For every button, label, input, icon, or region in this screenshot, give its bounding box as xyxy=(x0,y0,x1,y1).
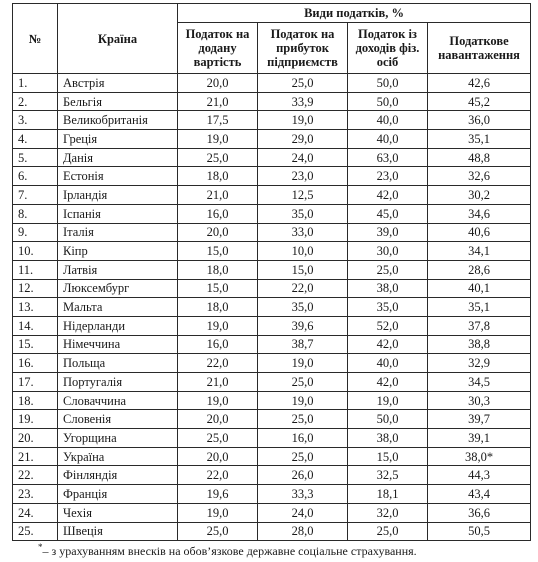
cell-vat: 20,0 xyxy=(178,447,258,466)
cell-income-tax: 32,0 xyxy=(348,503,428,522)
cell-tax-burden: 48,8 xyxy=(428,148,531,167)
cell-vat: 21,0 xyxy=(178,92,258,111)
cell-profit-tax: 22,0 xyxy=(258,279,348,298)
cell-profit-tax: 10,0 xyxy=(258,242,348,261)
table-row xyxy=(13,447,531,466)
table-row xyxy=(13,223,531,242)
cell-country: Італія xyxy=(58,223,178,242)
table-row xyxy=(13,485,531,504)
table-row xyxy=(13,74,531,93)
cell-tax-burden: 34,5 xyxy=(428,373,531,392)
table-row xyxy=(13,260,531,279)
footnote xyxy=(38,542,417,559)
header-tax-burden: Податкове навантаження xyxy=(428,23,531,74)
cell-country: Словаччина xyxy=(58,391,178,410)
table-row xyxy=(13,298,531,317)
table-row xyxy=(13,111,531,130)
cell-vat: 20,0 xyxy=(178,223,258,242)
cell-no: 18. xyxy=(13,391,58,410)
header-country: Країна xyxy=(58,4,178,74)
cell-income-tax: 25,0 xyxy=(348,522,428,541)
cell-country: Кіпр xyxy=(58,242,178,261)
cell-tax-burden: 42,6 xyxy=(428,74,531,93)
cell-profit-tax: 19,0 xyxy=(258,111,348,130)
cell-country: Словенія xyxy=(58,410,178,429)
cell-country: Німеччина xyxy=(58,335,178,354)
cell-no: 6. xyxy=(13,167,58,186)
cell-profit-tax: 25,0 xyxy=(258,410,348,429)
header-vat: Податок на додану вартість xyxy=(178,23,258,74)
cell-vat: 18,0 xyxy=(178,260,258,279)
cell-income-tax: 18,1 xyxy=(348,485,428,504)
table-row xyxy=(13,130,531,149)
cell-income-tax: 40,0 xyxy=(348,354,428,373)
cell-profit-tax: 19,0 xyxy=(258,354,348,373)
cell-country: Австрія xyxy=(58,74,178,93)
cell-tax-burden: 38,8 xyxy=(428,335,531,354)
cell-tax-burden: 34,1 xyxy=(428,242,531,261)
cell-no: 11. xyxy=(13,260,58,279)
cell-tax-burden: 35,1 xyxy=(428,130,531,149)
cell-tax-burden: 50,5 xyxy=(428,522,531,541)
cell-tax-burden: 43,4 xyxy=(428,485,531,504)
cell-country: Мальта xyxy=(58,298,178,317)
table-row xyxy=(13,522,531,541)
cell-country: Чехія xyxy=(58,503,178,522)
table-row xyxy=(13,204,531,223)
cell-country: Великобританія xyxy=(58,111,178,130)
cell-vat: 15,0 xyxy=(178,242,258,261)
cell-income-tax: 50,0 xyxy=(348,92,428,111)
cell-income-tax: 15,0 xyxy=(348,447,428,466)
cell-tax-burden: 40,1 xyxy=(428,279,531,298)
cell-income-tax: 38,0 xyxy=(348,429,428,448)
cell-income-tax: 25,0 xyxy=(348,260,428,279)
table-row xyxy=(13,335,531,354)
cell-country: Ірландія xyxy=(58,186,178,205)
cell-no: 13. xyxy=(13,298,58,317)
cell-income-tax: 40,0 xyxy=(348,111,428,130)
cell-vat: 19,6 xyxy=(178,485,258,504)
cell-profit-tax: 39,6 xyxy=(258,316,348,335)
cell-vat: 19,0 xyxy=(178,316,258,335)
cell-profit-tax: 38,7 xyxy=(258,335,348,354)
cell-vat: 25,0 xyxy=(178,148,258,167)
cell-vat: 19,0 xyxy=(178,503,258,522)
header-income-tax: Податок із доходів фіз. осіб xyxy=(348,23,428,74)
cell-tax-burden: 36,0 xyxy=(428,111,531,130)
cell-tax-burden: 35,1 xyxy=(428,298,531,317)
cell-no: 2. xyxy=(13,92,58,111)
table-row xyxy=(13,391,531,410)
cell-no: 7. xyxy=(13,186,58,205)
header-tax-types: Види податків, % xyxy=(178,4,531,23)
cell-vat: 20,0 xyxy=(178,410,258,429)
cell-profit-tax: 28,0 xyxy=(258,522,348,541)
cell-profit-tax: 25,0 xyxy=(258,373,348,392)
cell-profit-tax: 33,3 xyxy=(258,485,348,504)
cell-vat: 25,0 xyxy=(178,522,258,541)
table-row xyxy=(13,167,531,186)
cell-no: 16. xyxy=(13,354,58,373)
table-row xyxy=(13,92,531,111)
tax-table xyxy=(12,3,531,541)
cell-profit-tax: 35,0 xyxy=(258,298,348,317)
cell-profit-tax: 25,0 xyxy=(258,74,348,93)
cell-profit-tax: 24,0 xyxy=(258,503,348,522)
cell-income-tax: 42,0 xyxy=(348,186,428,205)
cell-country: Франція xyxy=(58,485,178,504)
cell-country: Угорщина xyxy=(58,429,178,448)
table-row xyxy=(13,410,531,429)
cell-country: Нідерланди xyxy=(58,316,178,335)
cell-vat: 15,0 xyxy=(178,279,258,298)
cell-income-tax: 19,0 xyxy=(348,391,428,410)
cell-profit-tax: 33,0 xyxy=(258,223,348,242)
header-profit-tax: Податок на прибуток підприємств xyxy=(258,23,348,74)
cell-country: Україна xyxy=(58,447,178,466)
cell-no: 15. xyxy=(13,335,58,354)
cell-country: Греція xyxy=(58,130,178,149)
cell-no: 24. xyxy=(13,503,58,522)
cell-tax-burden: 36,6 xyxy=(428,503,531,522)
cell-profit-tax: 15,0 xyxy=(258,260,348,279)
cell-vat: 21,0 xyxy=(178,186,258,205)
table-row xyxy=(13,148,531,167)
cell-tax-burden: 30,3 xyxy=(428,391,531,410)
cell-income-tax: 42,0 xyxy=(348,373,428,392)
cell-income-tax: 50,0 xyxy=(348,74,428,93)
cell-no: 8. xyxy=(13,204,58,223)
cell-tax-burden: 34,6 xyxy=(428,204,531,223)
cell-profit-tax: 23,0 xyxy=(258,167,348,186)
cell-vat: 18,0 xyxy=(178,298,258,317)
header-no: № xyxy=(13,4,58,74)
cell-income-tax: 63,0 xyxy=(348,148,428,167)
cell-income-tax: 50,0 xyxy=(348,410,428,429)
cell-vat: 25,0 xyxy=(178,429,258,448)
table-row xyxy=(13,503,531,522)
cell-no: 19. xyxy=(13,410,58,429)
cell-income-tax: 40,0 xyxy=(348,130,428,149)
cell-country: Португалія xyxy=(58,373,178,392)
cell-profit-tax: 29,0 xyxy=(258,130,348,149)
cell-country: Польща xyxy=(58,354,178,373)
cell-profit-tax: 35,0 xyxy=(258,204,348,223)
cell-tax-burden: 37,8 xyxy=(428,316,531,335)
cell-tax-burden: 28,6 xyxy=(428,260,531,279)
cell-no: 14. xyxy=(13,316,58,335)
cell-vat: 22,0 xyxy=(178,466,258,485)
cell-no: 12. xyxy=(13,279,58,298)
table-row xyxy=(13,373,531,392)
cell-tax-burden: 38,0* xyxy=(428,447,531,466)
cell-income-tax: 52,0 xyxy=(348,316,428,335)
cell-country: Данія xyxy=(58,148,178,167)
table-row xyxy=(13,466,531,485)
cell-country: Люксембург xyxy=(58,279,178,298)
cell-country: Іспанія xyxy=(58,204,178,223)
cell-tax-burden: 40,6 xyxy=(428,223,531,242)
footnote-mark: * xyxy=(38,542,43,552)
table-row xyxy=(13,354,531,373)
table-row xyxy=(13,186,531,205)
cell-vat: 16,0 xyxy=(178,335,258,354)
cell-no: 17. xyxy=(13,373,58,392)
cell-vat: 20,0 xyxy=(178,74,258,93)
cell-income-tax: 32,5 xyxy=(348,466,428,485)
cell-income-tax: 23,0 xyxy=(348,167,428,186)
cell-income-tax: 39,0 xyxy=(348,223,428,242)
table-row xyxy=(13,316,531,335)
cell-profit-tax: 12,5 xyxy=(258,186,348,205)
cell-vat: 17,5 xyxy=(178,111,258,130)
tax-table-container xyxy=(12,3,530,541)
cell-profit-tax: 26,0 xyxy=(258,466,348,485)
cell-tax-burden: 32,9 xyxy=(428,354,531,373)
cell-no: 20. xyxy=(13,429,58,448)
cell-no: 25. xyxy=(13,522,58,541)
cell-no: 21. xyxy=(13,447,58,466)
cell-profit-tax: 33,9 xyxy=(258,92,348,111)
cell-vat: 19,0 xyxy=(178,130,258,149)
cell-no: 5. xyxy=(13,148,58,167)
cell-no: 22. xyxy=(13,466,58,485)
cell-profit-tax: 16,0 xyxy=(258,429,348,448)
cell-no: 3. xyxy=(13,111,58,130)
cell-no: 1. xyxy=(13,74,58,93)
cell-country: Швеція xyxy=(58,522,178,541)
cell-income-tax: 35,0 xyxy=(348,298,428,317)
cell-vat: 19,0 xyxy=(178,391,258,410)
cell-income-tax: 45,0 xyxy=(348,204,428,223)
footnote-text: – з урахуванням внесків на обов’язкове державне соціальне страхування. xyxy=(42,544,417,558)
cell-country: Естонія xyxy=(58,167,178,186)
cell-profit-tax: 24,0 xyxy=(258,148,348,167)
cell-tax-burden: 32,6 xyxy=(428,167,531,186)
table-row xyxy=(13,242,531,261)
cell-income-tax: 42,0 xyxy=(348,335,428,354)
cell-tax-burden: 39,1 xyxy=(428,429,531,448)
table-body xyxy=(13,74,531,541)
cell-vat: 16,0 xyxy=(178,204,258,223)
table-row xyxy=(13,279,531,298)
cell-vat: 21,0 xyxy=(178,373,258,392)
cell-income-tax: 30,0 xyxy=(348,242,428,261)
cell-no: 10. xyxy=(13,242,58,261)
cell-vat: 22,0 xyxy=(178,354,258,373)
cell-profit-tax: 19,0 xyxy=(258,391,348,410)
cell-tax-burden: 30,2 xyxy=(428,186,531,205)
table-row xyxy=(13,429,531,448)
cell-no: 4. xyxy=(13,130,58,149)
cell-tax-burden: 44,3 xyxy=(428,466,531,485)
cell-country: Латвія xyxy=(58,260,178,279)
table-header xyxy=(13,4,531,74)
cell-tax-burden: 45,2 xyxy=(428,92,531,111)
cell-profit-tax: 25,0 xyxy=(258,447,348,466)
cell-income-tax: 38,0 xyxy=(348,279,428,298)
cell-vat: 18,0 xyxy=(178,167,258,186)
cell-tax-burden: 39,7 xyxy=(428,410,531,429)
cell-no: 9. xyxy=(13,223,58,242)
cell-country: Бельгія xyxy=(58,92,178,111)
cell-no: 23. xyxy=(13,485,58,504)
cell-country: Фінляндія xyxy=(58,466,178,485)
